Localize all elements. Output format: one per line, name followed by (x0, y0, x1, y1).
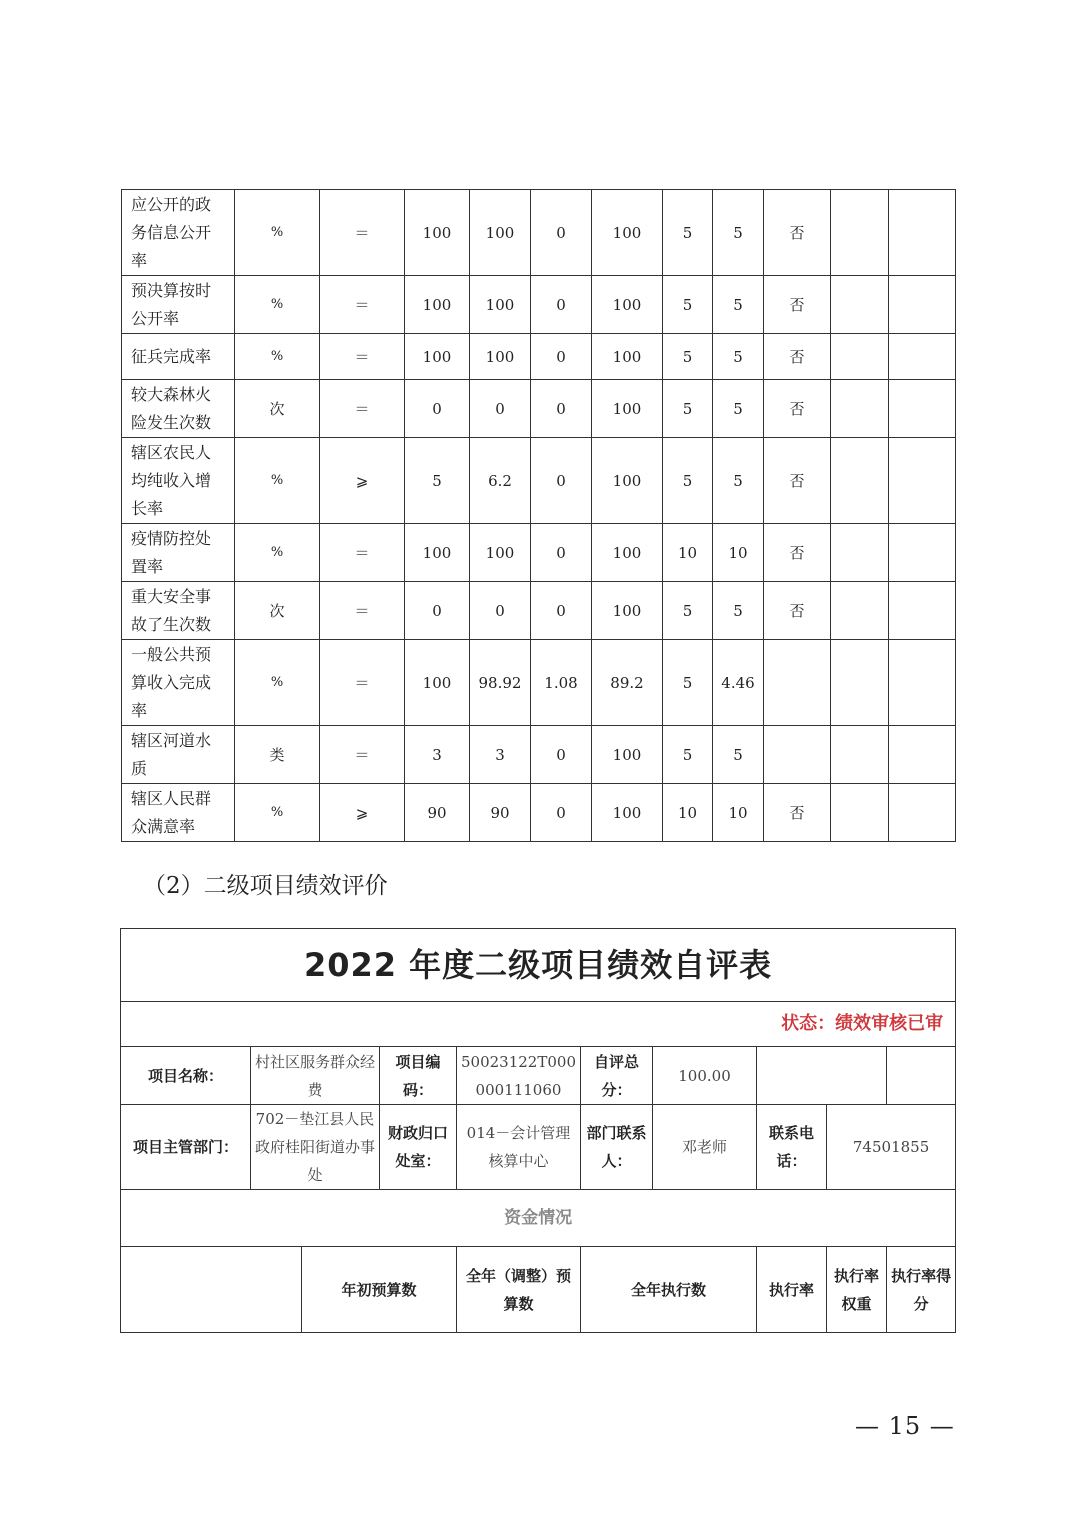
cell-op: ＝ (320, 524, 405, 582)
fund-header-adjusted-budget: 全年（调整）预算数 (457, 1247, 581, 1333)
page-number: — 15 — (855, 1412, 955, 1440)
cell-deviation: 0 (531, 380, 592, 438)
table-row (122, 524, 956, 582)
finance-office-value: 014－会计管理核算中心 (457, 1105, 581, 1190)
cell-unit: % (235, 276, 320, 334)
indicator-name: 应公开的政务信息公开率 (122, 190, 235, 276)
fund-header-rate-weight: 执行率权重 (827, 1247, 887, 1333)
cell-op: ⩾ (320, 784, 405, 842)
cell-op: ＝ (320, 190, 405, 276)
cell-actual: 3 (470, 726, 531, 784)
cell-target: 0 (405, 380, 470, 438)
project-code-value: 50023122T000000111060 (457, 1047, 581, 1105)
eval-status-row (121, 1002, 956, 1047)
cell-weight: 10 (663, 524, 713, 582)
indicator-name: 重大安全事故了生次数 (122, 582, 235, 640)
cell-c11 (831, 334, 889, 380)
table-row (122, 726, 956, 784)
cell-rate: 100 (592, 190, 663, 276)
self-score-value: 100.00 (653, 1047, 757, 1105)
cell-rate: 89.2 (592, 640, 663, 726)
cell-rate: 100 (592, 438, 663, 524)
cell-score: 5 (713, 276, 764, 334)
project-name-label: 项目名称： (121, 1047, 251, 1105)
cell-c11 (831, 582, 889, 640)
cell-c11 (831, 784, 889, 842)
cell-rate: 100 (592, 726, 663, 784)
cell-actual: 100 (470, 334, 531, 380)
cell-op: ⩾ (320, 438, 405, 524)
self-score-label: 自评总分： (581, 1047, 653, 1105)
cell-score: 10 (713, 524, 764, 582)
cell-score: 5 (713, 438, 764, 524)
status-text: 状态：绩效审核已审 (121, 1002, 956, 1047)
cell-c12 (889, 582, 956, 640)
cell-actual: 6.2 (470, 438, 531, 524)
cell-c12 (889, 380, 956, 438)
fund-header-execution-rate: 执行率 (757, 1247, 827, 1333)
cell-flag (764, 640, 831, 726)
cell-weight: 5 (663, 726, 713, 784)
cell-c11 (831, 276, 889, 334)
contact-label: 部门联系人： (581, 1105, 653, 1190)
cell-rate: 100 (592, 524, 663, 582)
cell-actual: 0 (470, 380, 531, 438)
project-name-value: 村社区服务群众经费 (251, 1047, 380, 1105)
cell-actual: 98.92 (470, 640, 531, 726)
cell-deviation: 0 (531, 334, 592, 380)
cell-unit: % (235, 524, 320, 582)
cell-c12 (889, 276, 956, 334)
fund-header-row (121, 1247, 956, 1333)
table-row (122, 438, 956, 524)
indicator-name: 辖区人民群众满意率 (122, 784, 235, 842)
indicator-name: 一般公共预算收入完成率 (122, 640, 235, 726)
eval-title-row (121, 929, 956, 1002)
cell-flag: 否 (764, 190, 831, 276)
cell-target: 90 (405, 784, 470, 842)
table-row (122, 380, 956, 438)
cell-c12 (889, 726, 956, 784)
indicator-name: 征兵完成率 (122, 334, 235, 380)
cell-unit: % (235, 334, 320, 380)
table-row (122, 784, 956, 842)
table-row (122, 582, 956, 640)
cell-flag: 否 (764, 276, 831, 334)
cell-flag: 否 (764, 438, 831, 524)
finance-office-label: 财政归口处室： (380, 1105, 457, 1190)
cell-actual: 100 (470, 524, 531, 582)
cell-c11 (831, 380, 889, 438)
cell-actual: 90 (470, 784, 531, 842)
cell-flag: 否 (764, 582, 831, 640)
department-info-row (121, 1105, 956, 1190)
cell-target: 0 (405, 582, 470, 640)
cell-unit: 类 (235, 726, 320, 784)
cell-c12 (889, 438, 956, 524)
cell-deviation: 0 (531, 524, 592, 582)
empty-cell (887, 1047, 956, 1105)
cell-weight: 10 (663, 784, 713, 842)
cell-op: ＝ (320, 640, 405, 726)
cell-rate: 100 (592, 334, 663, 380)
cell-target: 100 (405, 190, 470, 276)
cell-target: 3 (405, 726, 470, 784)
cell-c12 (889, 640, 956, 726)
cell-unit: % (235, 640, 320, 726)
table-row (122, 334, 956, 380)
performance-indicator-table (121, 189, 956, 842)
dept-label: 项目主管部门： (121, 1105, 251, 1190)
cell-flag: 否 (764, 380, 831, 438)
cell-score: 5 (713, 582, 764, 640)
cell-c12 (889, 784, 956, 842)
cell-weight: 5 (663, 190, 713, 276)
cell-deviation: 0 (531, 438, 592, 524)
fund-heading: 资金情况 (121, 1190, 956, 1247)
cell-c11 (831, 640, 889, 726)
cell-flag: 否 (764, 784, 831, 842)
cell-weight: 5 (663, 582, 713, 640)
contact-value: 邓老师 (653, 1105, 757, 1190)
cell-score: 5 (713, 190, 764, 276)
cell-c12 (889, 334, 956, 380)
cell-deviation: 0 (531, 276, 592, 334)
cell-op: ＝ (320, 334, 405, 380)
cell-deviation: 0 (531, 190, 592, 276)
cell-c11 (831, 190, 889, 276)
project-self-evaluation-table (120, 928, 956, 1333)
cell-target: 100 (405, 640, 470, 726)
empty-cell (757, 1047, 887, 1105)
project-info-row (121, 1047, 956, 1105)
cell-c12 (889, 524, 956, 582)
cell-score: 5 (713, 726, 764, 784)
cell-op: ＝ (320, 276, 405, 334)
cell-flag (764, 726, 831, 784)
cell-unit: 次 (235, 380, 320, 438)
cell-target: 5 (405, 438, 470, 524)
cell-target: 100 (405, 276, 470, 334)
cell-c11 (831, 524, 889, 582)
indicator-name: 疫情防控处置率 (122, 524, 235, 582)
cell-score: 5 (713, 380, 764, 438)
dept-value: 702－垫江县人民政府桂阳街道办事处 (251, 1105, 380, 1190)
cell-weight: 5 (663, 380, 713, 438)
cell-unit: % (235, 438, 320, 524)
cell-weight: 5 (663, 640, 713, 726)
cell-op: ＝ (320, 582, 405, 640)
cell-score: 10 (713, 784, 764, 842)
fund-header-executed: 全年执行数 (581, 1247, 757, 1333)
cell-deviation: 0 (531, 784, 592, 842)
fund-header-initial-budget: 年初预算数 (302, 1247, 457, 1333)
indicator-name: 辖区农民人均纯收入增长率 (122, 438, 235, 524)
phone-value: 74501855 (827, 1105, 956, 1190)
cell-target: 100 (405, 334, 470, 380)
fund-header-rate-score: 执行率得分 (887, 1247, 956, 1333)
indicator-name: 辖区河道水质 (122, 726, 235, 784)
eval-table-title: 2022 年度二级项目绩效自评表 (121, 929, 956, 1002)
cell-rate: 100 (592, 380, 663, 438)
indicator-name: 预决算按时公开率 (122, 276, 235, 334)
cell-c11 (831, 438, 889, 524)
project-code-label: 项目编码： (380, 1047, 457, 1105)
cell-actual: 100 (470, 190, 531, 276)
cell-score: 5 (713, 334, 764, 380)
cell-c11 (831, 726, 889, 784)
cell-actual: 100 (470, 276, 531, 334)
cell-op: ＝ (320, 726, 405, 784)
cell-unit: 次 (235, 582, 320, 640)
cell-actual: 0 (470, 582, 531, 640)
cell-rate: 100 (592, 582, 663, 640)
cell-unit: % (235, 784, 320, 842)
section-heading: （2）二级项目绩效评价 (143, 873, 388, 899)
table-row (122, 190, 956, 276)
cell-rate: 100 (592, 276, 663, 334)
cell-op: ＝ (320, 380, 405, 438)
cell-deviation: 0 (531, 726, 592, 784)
cell-deviation: 1.08 (531, 640, 592, 726)
cell-rate: 100 (592, 784, 663, 842)
cell-weight: 5 (663, 438, 713, 524)
cell-flag: 否 (764, 334, 831, 380)
fund-header-blank (121, 1247, 302, 1333)
cell-unit: % (235, 190, 320, 276)
cell-target: 100 (405, 524, 470, 582)
table-row (122, 640, 956, 726)
cell-score: 4.46 (713, 640, 764, 726)
cell-flag: 否 (764, 524, 831, 582)
phone-label: 联系电话： (757, 1105, 827, 1190)
indicator-name: 较大森林火险发生次数 (122, 380, 235, 438)
cell-weight: 5 (663, 334, 713, 380)
cell-weight: 5 (663, 276, 713, 334)
table-row (122, 276, 956, 334)
cell-deviation: 0 (531, 582, 592, 640)
cell-c12 (889, 190, 956, 276)
fund-heading-row (121, 1190, 956, 1247)
